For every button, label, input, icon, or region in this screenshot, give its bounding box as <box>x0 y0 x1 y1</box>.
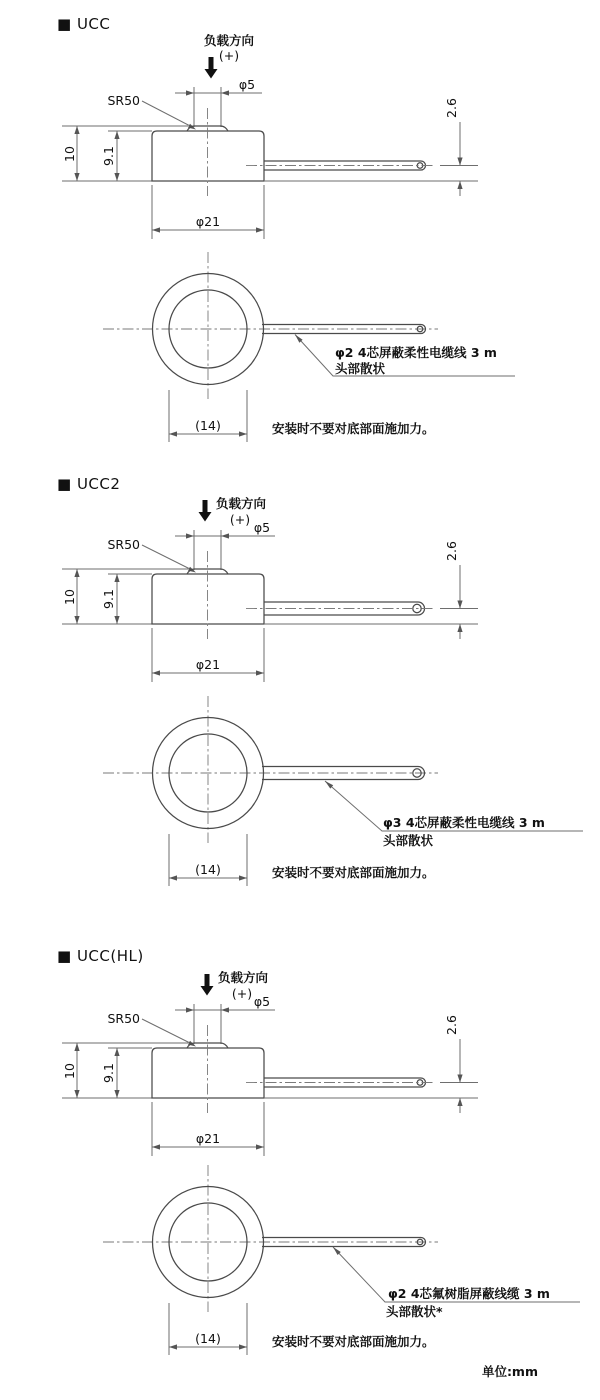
top-diameter-label: φ5 <box>238 77 256 92</box>
cable-note-line2: 头部散状 <box>383 833 434 848</box>
body-diameter-label: φ21 <box>195 1131 221 1146</box>
cable-side <box>246 1078 478 1098</box>
body-height-label: 9.1 <box>101 1063 116 1083</box>
total-height-label: 10 <box>62 146 77 162</box>
cable-note-line2: 头部散状 <box>335 361 386 376</box>
section-title: ■ UCC2 <box>57 475 121 493</box>
bottom-flat-label: (14) <box>195 418 221 433</box>
height-dimensions <box>62 569 188 624</box>
cable-offset-label: 2.6 <box>444 1015 459 1035</box>
cable-note-line1: φ2 4芯屏蔽柔性电缆线 3 m <box>335 345 497 360</box>
body-diameter-label: φ21 <box>195 657 221 672</box>
dimension-phi5 <box>175 77 262 127</box>
cable-offset-label: 2.6 <box>444 98 459 118</box>
ucc-hl-diagram <box>0 942 600 1400</box>
height-dimensions <box>62 1043 188 1098</box>
mount-note: 安装时不要对底部面施加力。 <box>272 865 435 880</box>
dimension-phi21 <box>152 185 264 239</box>
section-title: ■ UCC(HL) <box>57 947 144 965</box>
cable-note-line2: 头部散状* <box>386 1304 443 1319</box>
top-view <box>103 696 583 886</box>
sensor-body-outline <box>152 1025 264 1113</box>
sensor-body-outline <box>152 551 264 639</box>
bottom-flat-label: (14) <box>195 862 221 877</box>
load-direction-indicator <box>204 33 255 79</box>
load-direction-label: 负载方向 <box>203 33 255 48</box>
top-view <box>103 252 515 442</box>
dimension-phi5 <box>175 520 275 570</box>
cable-offset-label: 2.6 <box>444 541 459 561</box>
load-arrow-icon <box>201 974 214 996</box>
load-sign-label: (+) <box>229 512 251 527</box>
body-height-label: 9.1 <box>101 146 116 166</box>
side-view <box>62 77 478 239</box>
ucc-diagram <box>0 0 600 460</box>
cable-note-line1: φ3 4芯屏蔽柔性电缆线 3 m <box>383 815 545 830</box>
cable-note-line1: φ2 4芯氟树脂屏蔽线缆 3 m <box>388 1286 550 1301</box>
top-diameter-label: φ5 <box>253 994 271 1009</box>
cable-side <box>246 602 478 624</box>
sr50-label: SR50 <box>107 93 140 108</box>
total-height-label: 10 <box>62 589 77 605</box>
sr50-callout <box>107 537 196 573</box>
body-diameter-label: φ21 <box>195 214 221 229</box>
body-height-label: 9.1 <box>101 589 116 609</box>
load-direction-label: 负载方向 <box>216 496 267 511</box>
total-height-label: 10 <box>62 1063 77 1079</box>
bottom-flat-label: (14) <box>195 1331 221 1346</box>
section-title: ■ UCC <box>57 15 111 33</box>
dimension-phi21 <box>152 1102 264 1156</box>
mount-note: 安装时不要对底部面施加力。 <box>272 1334 435 1349</box>
load-direction-label: 负载方向 <box>218 970 269 985</box>
ucc2-diagram <box>0 470 600 942</box>
top-diameter-label: φ5 <box>253 520 271 535</box>
load-arrow-icon <box>205 57 218 79</box>
top-view <box>103 1165 580 1379</box>
load-arrow-icon <box>199 500 212 522</box>
dimension-phi21 <box>152 628 264 682</box>
cable-callout <box>295 335 515 377</box>
cable-callout <box>325 781 583 848</box>
sensor-body-outline <box>152 108 264 196</box>
cable-callout <box>333 1247 580 1319</box>
dimension-phi5 <box>175 994 275 1044</box>
load-sign-label: (+) <box>218 48 240 63</box>
height-dimensions <box>62 126 188 181</box>
side-view <box>62 520 478 682</box>
cable-side <box>246 161 478 181</box>
sr50-callout <box>107 1011 196 1047</box>
sr50-label: SR50 <box>107 1011 140 1026</box>
sr50-label: SR50 <box>107 537 140 552</box>
load-sign-label: (+) <box>231 986 253 1001</box>
mount-note: 安装时不要对底部面施加力。 <box>272 421 435 436</box>
sr50-callout <box>107 93 196 130</box>
unit-label: 单位:mm <box>481 1364 538 1379</box>
side-view <box>62 994 478 1156</box>
